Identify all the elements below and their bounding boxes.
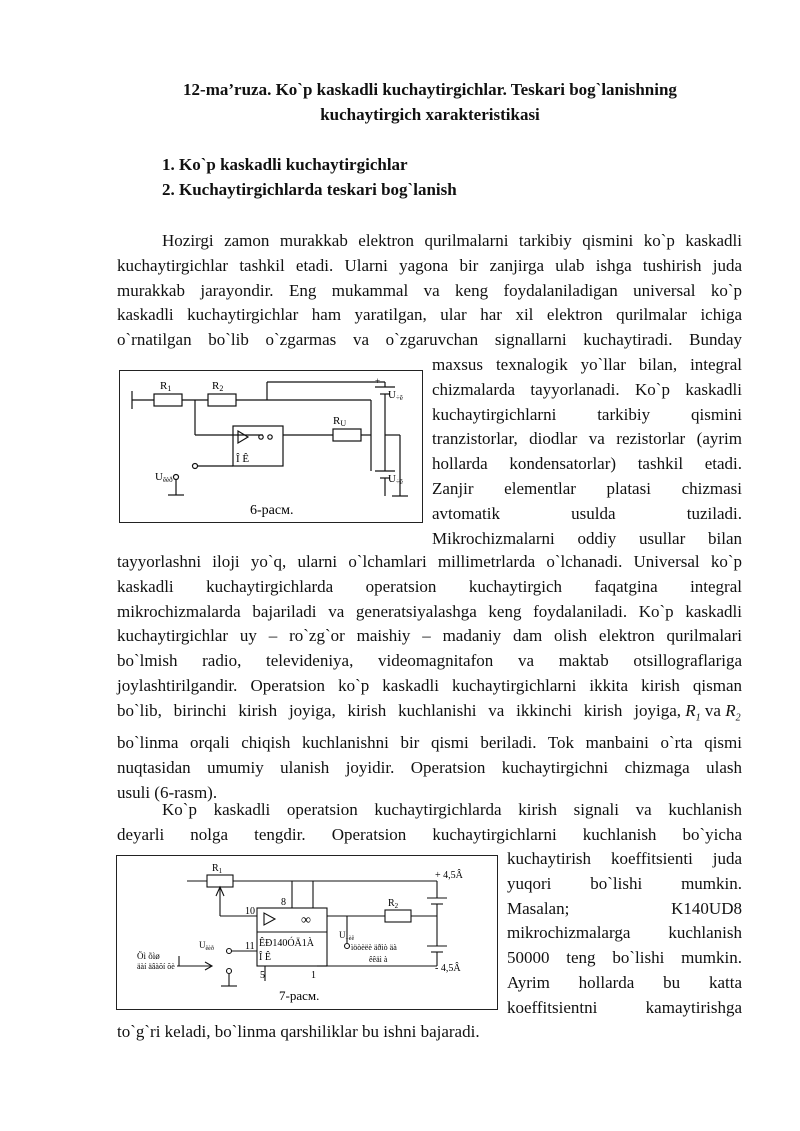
paragraph-2-wrap	[507, 847, 742, 1021]
topic-item: 2. Kuchaytirgichlarda teskari bog`lanish	[162, 180, 457, 199]
text-line: usuli (6-rasm).	[117, 782, 218, 802]
text-line: murakkab jarayondir. Eng mukammal va keng foydalaniladigan universal ko`p	[117, 280, 742, 300]
r2-label: R2	[212, 380, 224, 393]
text-line: mikrochizmalarga kuchlanish	[507, 923, 742, 943]
u-in-label: Uêèð	[155, 471, 173, 484]
circuit-diagram-6	[120, 371, 422, 522]
text-line: 50000 teng bo`lishi mumkin.	[507, 948, 742, 968]
text-line: tayyorlashni iloji yo`q, ularni o`lchamlari millimetrlarda o`lchanadi. Universal ko`p	[117, 552, 742, 571]
title-line-2: kuchaytirgich xarakteristikasi	[320, 105, 540, 124]
right-label-2: êêäì à	[369, 955, 388, 964]
text-line: kuchaytirgichlarni tarkibiy qismini	[432, 404, 742, 424]
text-line: yuqori bo`lishi mumkin.	[507, 873, 742, 893]
chip-label: ÊÐ140ÓÄ1À	[259, 938, 314, 949]
u-in-label: $U_{êèð}$	[199, 940, 214, 952]
title-line-1: 12-ma’ruza. Ko`p kaskadli kuchaytirgichlar. Teskari bog`lanishning	[183, 80, 677, 99]
text-line: bo`lmish radio, televideniya, videomagnitafon va maktab otsillograflariga	[117, 651, 742, 671]
v-top-label: + 4,5Â	[435, 870, 463, 881]
paragraph-2-top	[117, 798, 742, 848]
paragraph-1-bottom	[117, 550, 742, 805]
r2-ref: $R_2$	[725, 700, 741, 724]
text-line-with-resistors: bo`lib, birinchi kirish joyiga, kirish kuchlanishi va ikkinchi kirish joyiga, $R_1$ va $R_2$	[117, 700, 741, 724]
text-line: Zanjir elementlar platasi chizmasi	[432, 478, 742, 498]
text-line: kuchaytirgichlar uy – ro`zg`or maishiy – madaniy dam olish elektron qurilmalari	[117, 626, 742, 646]
text-line: koeffitsientni kamaytirishga	[507, 997, 742, 1017]
paragraph-2-bottom	[117, 1020, 742, 1045]
pin-10: 10	[245, 906, 255, 917]
ok-label: Î Ê	[259, 952, 271, 963]
text-line: bo`linma orqali chiqish kuchlanishni bir qismi beriladi. Tok manbaini o`rta qismi	[117, 732, 742, 752]
r1-label: R1	[160, 380, 172, 393]
text-line: hollarda kondensatorlar) tashkil etadi.	[432, 454, 742, 474]
text-line: mikrochizmalarda bajariladi va generatsiyalashga keng foydalaniladi. Ko`p kaskadli	[117, 601, 742, 621]
left-label-2: äàí äâàõí õè	[137, 962, 175, 971]
text-line: maxsus texnalogik yo`llar bilan, integral	[432, 355, 742, 374]
pin-5: 5	[260, 970, 265, 981]
plus-sign: +	[375, 376, 381, 386]
right-label-1: ìöòèëè äðìò äà	[351, 943, 397, 952]
text-line: joylashtirilgandir. Operatsion ko`p kaskadli kuchaytirgichlarni ikkita kirish qisman	[117, 675, 742, 695]
paragraph-1-wrap	[432, 353, 742, 551]
figure-7	[116, 855, 498, 1010]
text-line: deyarli nolga tengdir. Operatsion kuchaytirgichlarni kuchlanish bo`yicha	[117, 824, 742, 844]
ru-label: RU	[333, 415, 347, 428]
paragraph-1-top	[117, 229, 742, 353]
topic-item: 1. Ko`p kaskadli kuchaytirgichlar	[162, 155, 408, 174]
circuit-diagram-7	[117, 856, 497, 1009]
text-line: Masalan; K140UD8	[507, 898, 742, 918]
pin-8: 8	[281, 897, 286, 908]
r2-label: $R_2$	[388, 898, 399, 910]
figure-6	[119, 370, 423, 523]
left-label-1: Öì õìø	[137, 951, 160, 961]
text-line: kaskadli kuchaytirgichlarda operatsion kuchaytirgich faqatgina integral	[117, 576, 742, 596]
r1-label: $R_1$	[212, 863, 223, 875]
r1-ref: $R_1$	[685, 700, 701, 724]
u-out-label: $U_{\div èê}$	[339, 930, 355, 942]
infinity-sign: ∞	[301, 913, 311, 928]
text-line: Hozirgi zamon murakkab elektron qurilmalarni tarkibiy qismini ko`p kaskadli	[162, 231, 742, 250]
text-line: kuchaytirish koeffitsienti juda	[507, 849, 742, 868]
topic-list	[162, 152, 457, 202]
figure-caption: 7-расм.	[279, 988, 320, 1003]
text-line: nuqtasidan umumiy ulanish joyidir. Operatsion kuchaytirgichni chizmaga ulash	[117, 757, 742, 777]
text-line: Ayrim hollarda bu katta	[507, 972, 742, 992]
text-line: avtomatik usulda tuziladi.	[432, 503, 742, 523]
pin-1: 1	[311, 970, 316, 981]
text-line: kaskadli kuchaytirgichlar ham yaratilgan, ular har xil elektron qurilmalar ichiga	[117, 305, 742, 325]
v-bot-label: - 4,5Â	[435, 963, 461, 974]
pin-11: 11	[245, 941, 255, 952]
text-line: chizmalarda tayyorlanadi. Ko`p kaskadli	[432, 379, 742, 399]
u-top-label: U÷ê	[388, 389, 403, 402]
text-line: o`rnatilgan bo`lib o`zgarmas va o`zgaruvchan signallarni kuchaytiradi. Bunday	[117, 330, 742, 350]
u-bot-label: U÷ê	[388, 473, 403, 486]
text-line: Ko`p kaskadli operatsion kuchaytirgichlarda kirish signali va kuchlanish	[162, 800, 742, 819]
text-line: tranzistorlar, diodlar va rezistorlar (ayrim	[432, 429, 742, 449]
page-title	[110, 77, 750, 127]
text-line: to`g`ri keladi, bo`linma qarshiliklar bu ishni bajaradi.	[117, 1022, 480, 1041]
text-line: Mikrochizmalarni oddiy usullar bilan	[432, 528, 742, 548]
figure-caption: 6-расм.	[250, 503, 294, 518]
ok-label: Î Ê	[236, 453, 250, 465]
text-line: kuchaytirgichlar tashkil etadi. Ularni yagona bir zanjirga ulab ishga tushirish juda	[117, 255, 742, 275]
